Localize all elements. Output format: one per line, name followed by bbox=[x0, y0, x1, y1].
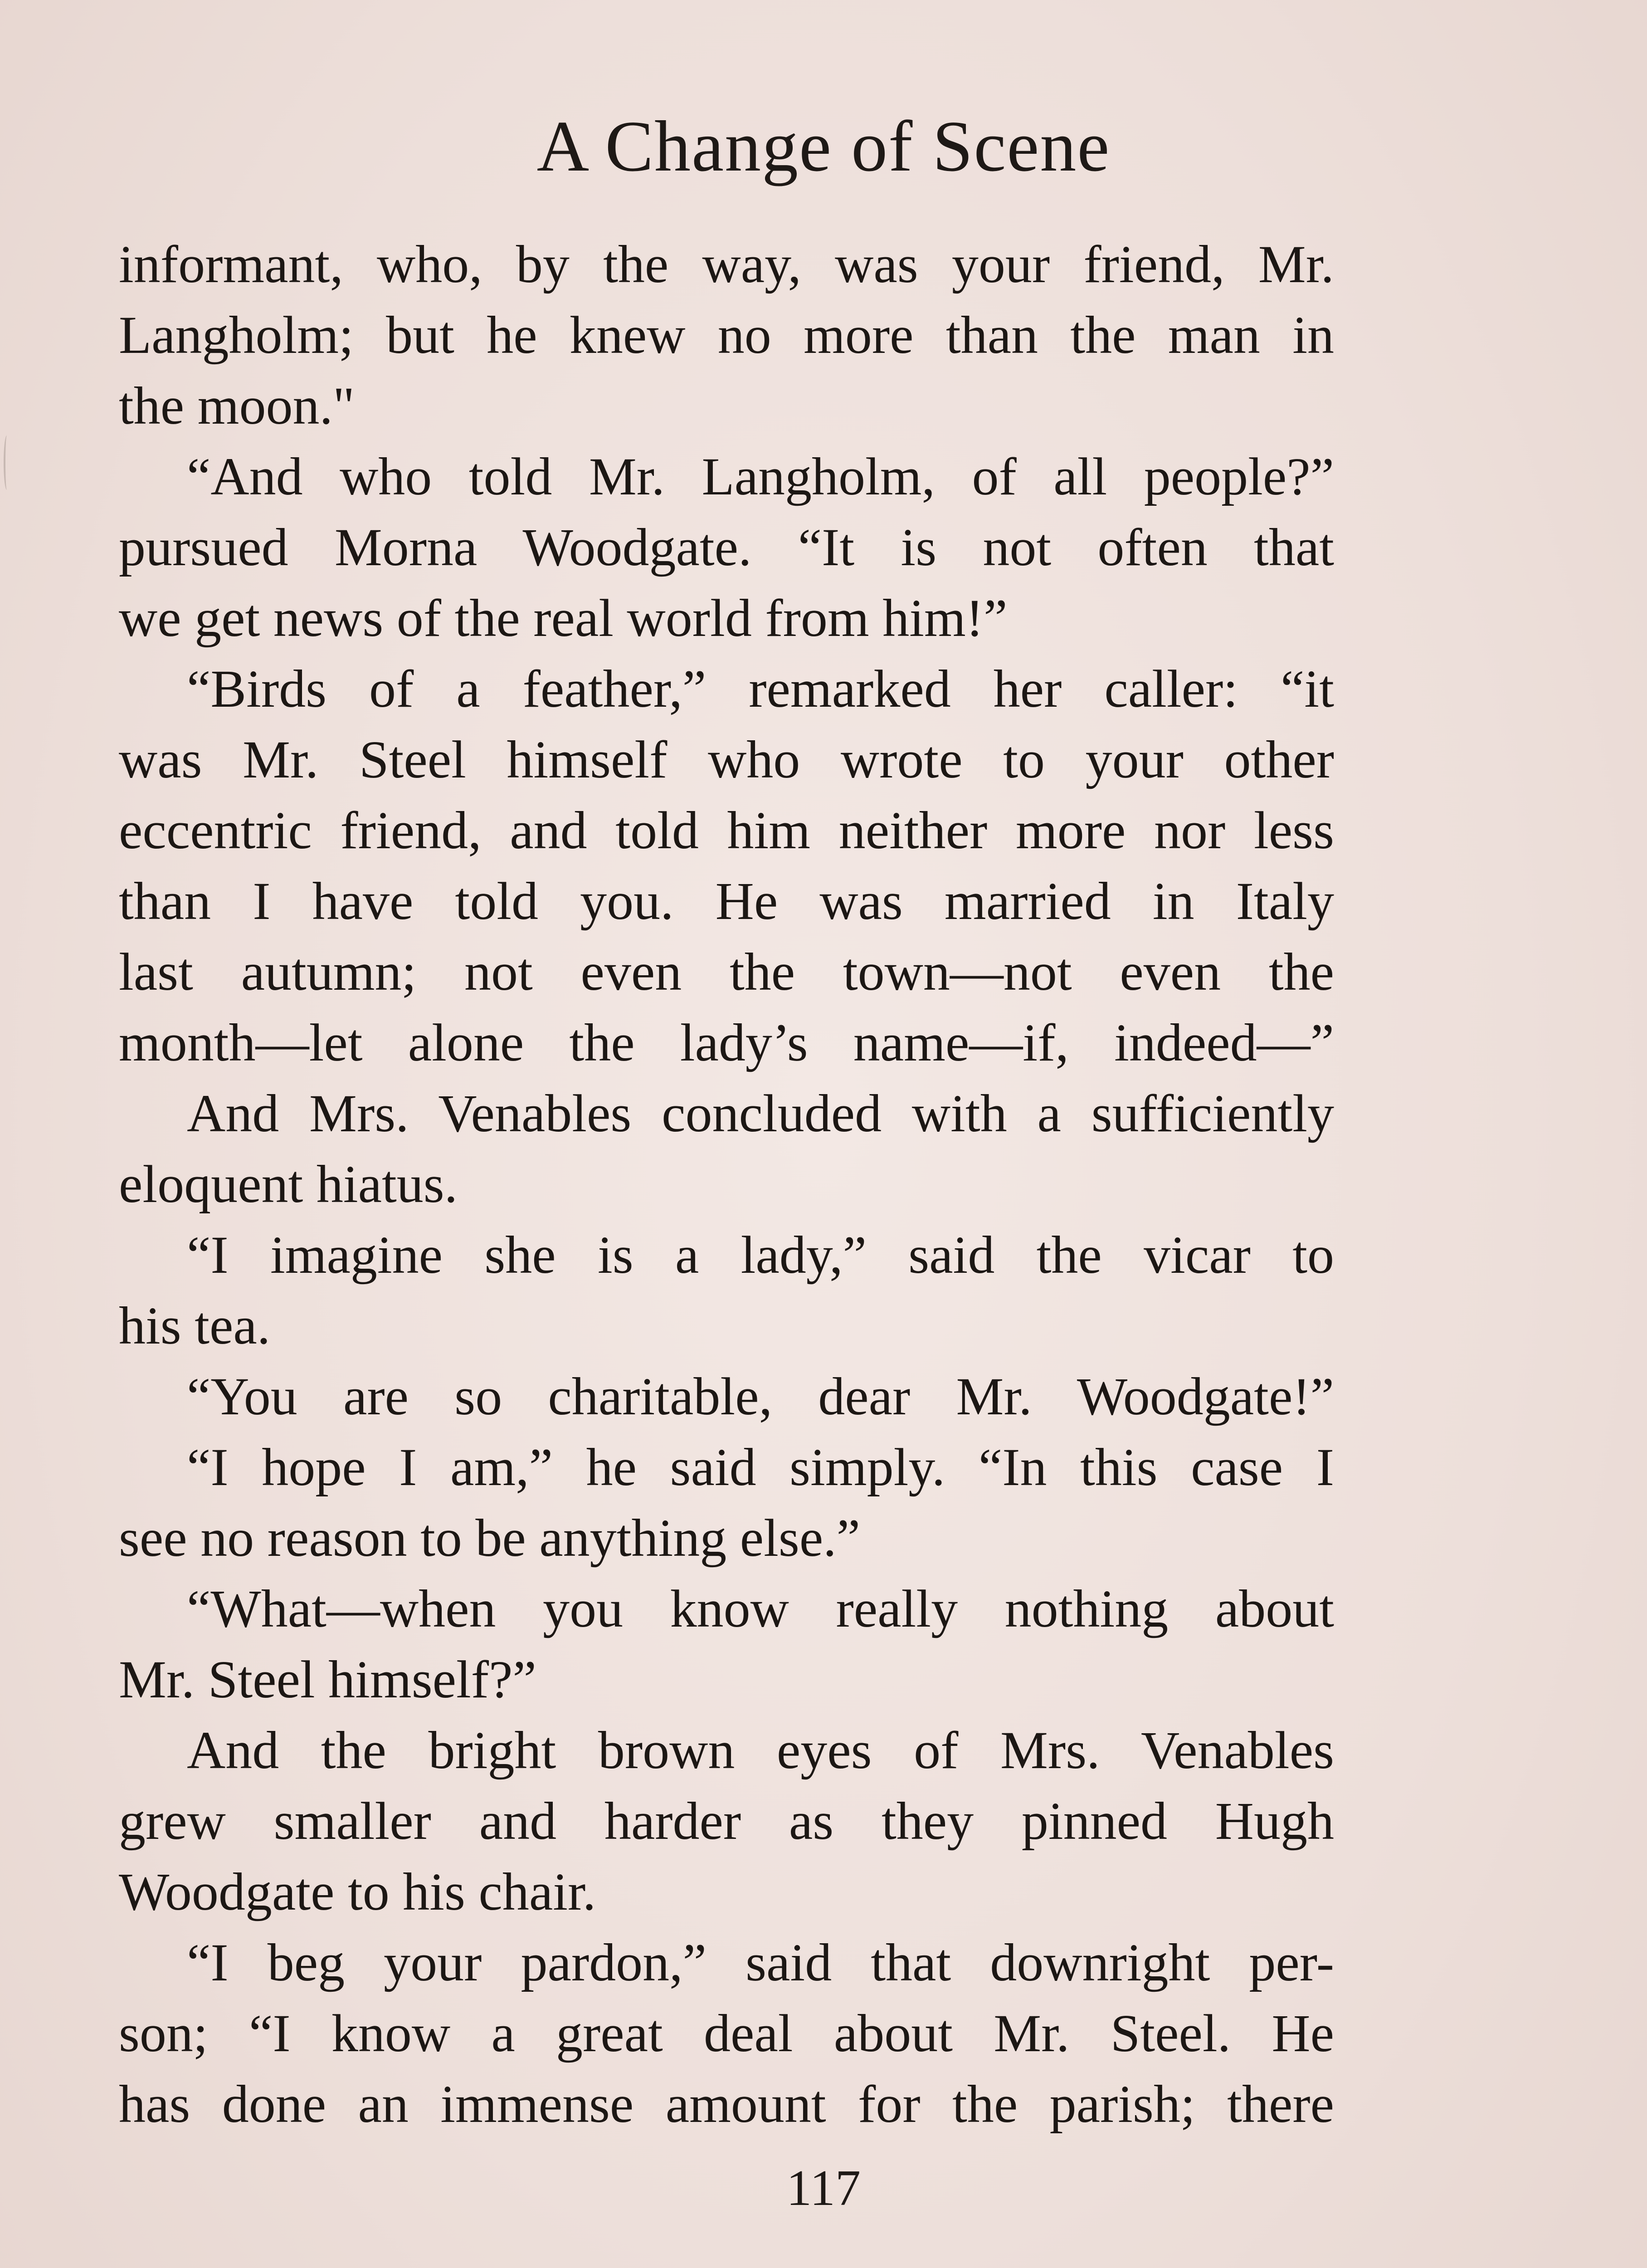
text-line: than I have told you. He was married in Italy bbox=[119, 871, 1334, 931]
text-line: “And who told Mr. Langholm, of all people?” bbox=[187, 447, 1334, 506]
text-line: his tea. bbox=[119, 1296, 271, 1355]
text-line: “I beg your pardon,” said that downright per- bbox=[187, 1933, 1334, 1992]
text-line: month—let alone the lady’s name—if, indeed—” bbox=[119, 1013, 1334, 1072]
text-line: Langholm; but he knew no more than the man in bbox=[119, 305, 1334, 365]
text-line: pursued Morna Woodgate. “It is not often that bbox=[119, 518, 1334, 577]
text-line: grew smaller and harder as they pinned Hugh bbox=[119, 1791, 1334, 1851]
text-line: has done an immense amount for the parish; there bbox=[119, 2074, 1334, 2134]
text-line: And Mrs. Venables concluded with a sufficiently bbox=[187, 1084, 1334, 1143]
text-line: the moon." bbox=[119, 376, 355, 435]
text-line: we get news of the real world from him!” bbox=[119, 588, 1008, 648]
text-line: was Mr. Steel himself who wrote to your other bbox=[119, 730, 1334, 789]
text-line: And the bright brown eyes of Mrs. Venables bbox=[187, 1721, 1334, 1780]
body-text bbox=[119, 229, 1334, 2140]
text-line: informant, who, by the way, was your friend, Mr. bbox=[119, 235, 1334, 294]
page-number: 117 bbox=[786, 2160, 861, 2216]
running-head: A Change of Scene bbox=[536, 106, 1111, 186]
margin-mark bbox=[4, 435, 10, 490]
text-line: “I imagine she is a lady,” said the vicar to bbox=[187, 1225, 1334, 1285]
text-line: Woodgate to his chair. bbox=[119, 1862, 596, 1921]
text-line: see no reason to be anything else.” bbox=[119, 1508, 861, 1568]
text-line: eloquent hiatus. bbox=[119, 1154, 458, 1214]
text-line: “What—when you know really nothing about bbox=[187, 1579, 1334, 1638]
text-line: eccentric friend, and told him neither more nor less bbox=[119, 801, 1334, 860]
text-line: last autumn; not even the town—not even the bbox=[119, 942, 1334, 1002]
text-line: “You are so charitable, dear Mr. Woodgate!” bbox=[187, 1367, 1334, 1426]
text-line: son; “I know a great deal about Mr. Steel. He bbox=[119, 2004, 1334, 2063]
text-line: “I hope I am,” he said simply. “In this case I bbox=[187, 1437, 1334, 1497]
text-line: Mr. Steel himself?” bbox=[119, 1650, 536, 1709]
text-line: “Birds of a feather,” remarked her caller: “it bbox=[187, 659, 1334, 719]
